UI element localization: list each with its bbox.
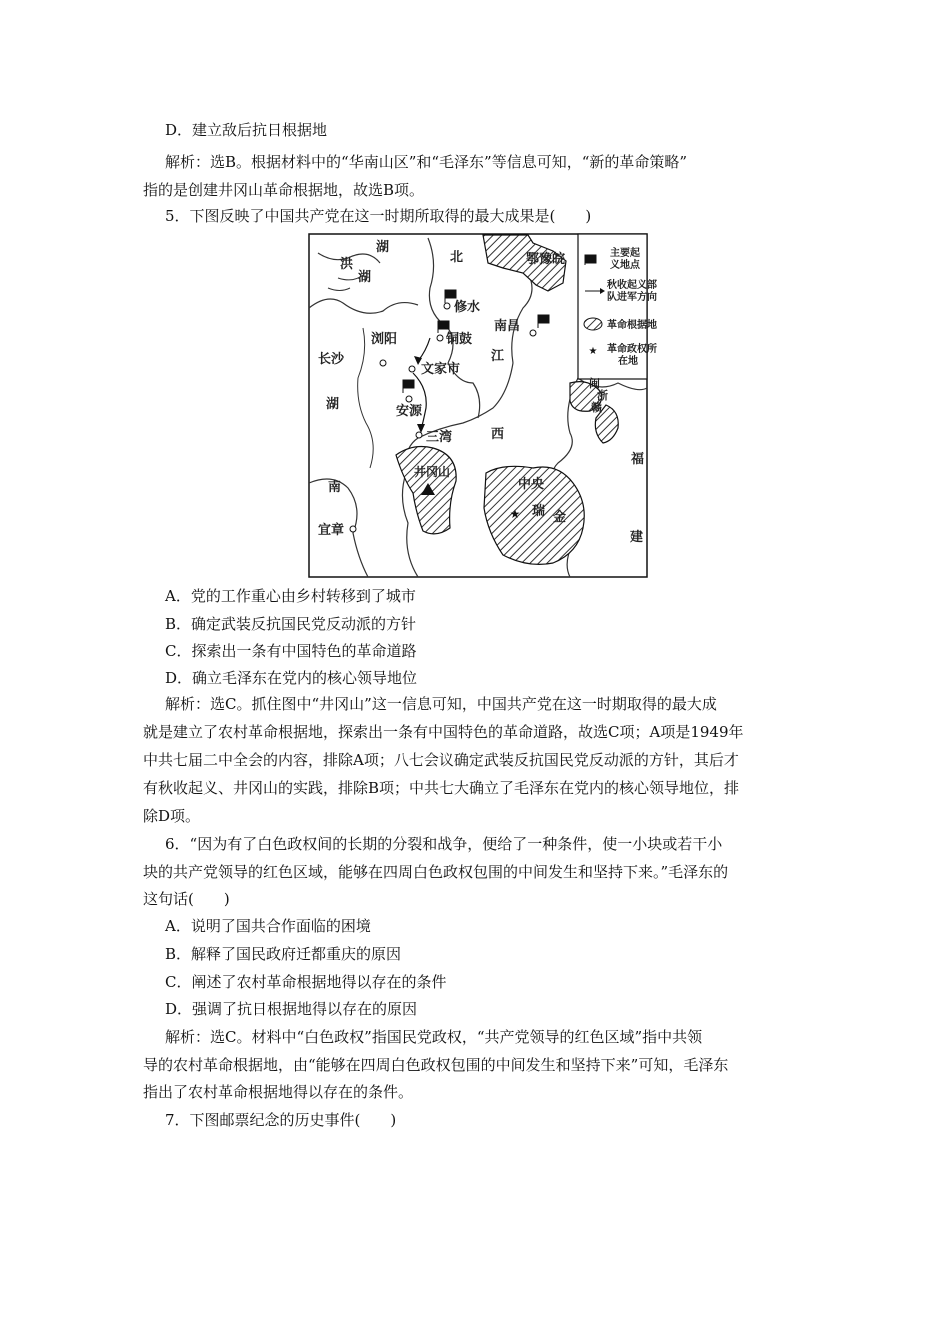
- label-anyuan: 安源: [396, 404, 423, 419]
- revolution-map: [308, 233, 657, 578]
- q5-analysis-line-3: 中共七届二中全会的内容，排除A项；八七会议确定武装反抗国民党反动派的方针，其后才: [143, 751, 739, 769]
- q5-option-d: D．确立毛泽东在党内的核心领导地位: [165, 669, 418, 687]
- legend-base: 革命根据地: [607, 320, 657, 331]
- label-jinggangshan: 井冈山: [414, 465, 451, 479]
- legend-march-2: 队进军方向: [607, 292, 657, 303]
- star-icon: ★: [588, 346, 598, 357]
- q6-stem-line-2: 块的共产党领导的红色区域，能够在四周白色政权包围的中间发生和坚持下来。”毛泽东的: [143, 863, 729, 881]
- legend-march-1: 秋收起义部: [607, 280, 657, 291]
- label-min: 闽: [589, 377, 600, 390]
- q6-analysis-line-1: 解析：选C。材料中“白色政权”指国民党政权，“共产党领导的红色区域”指中共领: [165, 1028, 703, 1046]
- label-tonggu: 铜鼓: [446, 332, 473, 347]
- label-wenjiashi: 文家市: [421, 362, 461, 377]
- q5-option-c: C．探索出一条有中国特色的革命道路: [165, 642, 417, 660]
- label-changsha: 长沙: [318, 352, 345, 367]
- label-nan: 南: [328, 480, 342, 495]
- q6-option-c: C．阐述了农村革命根据地得以存在的条件: [165, 973, 447, 991]
- label-yizhang: 宜章: [318, 523, 345, 538]
- q6-option-b: B．解释了国民政府迁都重庆的原因: [165, 945, 402, 963]
- label-jian: 建: [630, 530, 644, 545]
- city-marker: [444, 303, 450, 309]
- hatch-swatch-icon: [584, 318, 602, 330]
- q5-option-b: B．确定武装反抗国民党反动派的方针: [165, 615, 417, 633]
- label-sanwan: 三湾: [426, 430, 453, 445]
- q6-analysis-line-3: 指出了农村革命根据地得以存在的条件。: [143, 1083, 414, 1101]
- city-marker: [380, 360, 386, 366]
- q5-analysis-line-1: 解析：选C。抓住图中“井冈山”这一信息可知，中国共产党在这一时期取得的最大成: [165, 695, 717, 713]
- q5-option-a: A．党的工作重心由乡村转移到了城市: [165, 587, 416, 605]
- q5-stem: 5．下图反映了中国共产党在这一时期所取得的最大成果是( ): [165, 207, 592, 225]
- q5-analysis-line-5: 除D项。: [143, 807, 201, 825]
- label-hu: 湖: [376, 240, 390, 255]
- label-gan: 赣: [591, 401, 602, 414]
- city-marker: [530, 330, 536, 336]
- city-marker: [416, 432, 422, 438]
- label-fu: 福: [631, 452, 645, 467]
- city-marker: [406, 396, 412, 402]
- label-nanchang: 南昌: [494, 319, 521, 334]
- city-marker: [350, 526, 356, 532]
- label-bei: 北: [450, 250, 464, 265]
- label-liuyang: 浏阳: [371, 332, 398, 347]
- q4-analysis-line-2: 指的是创建井冈山革命根据地，故选B项。: [143, 181, 425, 199]
- q6-option-a: A．说明了国共合作面临的困境: [165, 917, 371, 935]
- q4-analysis-line-1: 解析：选B。根据材料中的“华南山区”和“毛泽东”等信息可知，“新的革命策略”: [165, 153, 688, 171]
- legend-uprising-1: 主要起: [610, 248, 640, 259]
- flag-icon: [585, 255, 596, 265]
- star-icon: ★: [509, 507, 521, 521]
- label-xi: 西: [491, 427, 505, 442]
- city-marker: [409, 366, 415, 372]
- legend-uprising-2: 义地点: [610, 260, 640, 271]
- q6-option-d: D．强调了抗日根据地得以存在的原因: [165, 1000, 418, 1018]
- q6-stem-line-3: 这句话( ): [143, 890, 230, 908]
- q5-analysis-line-2: 就是建立了农村革命根据地，探索出一条有中国特色的革命道路，故选C项；A项是1949年: [143, 723, 744, 741]
- q7-stem: 7．下图邮票纪念的历史事件( ): [165, 1111, 397, 1129]
- label-zhongyang: 中央: [518, 477, 545, 492]
- q4-option-d: D．建立敌后抗日根据地: [165, 121, 328, 139]
- label-xiushui: 修水: [454, 300, 481, 315]
- q6-analysis-line-2: 导的农村革命根据地，由“能够在四周白色政权包围的中间发生和坚持下来”可知，毛泽东: [143, 1056, 729, 1074]
- label-jin: 金: [553, 510, 567, 525]
- label-hu3: 湖: [326, 397, 340, 412]
- label-hu2: 湖: [358, 270, 372, 285]
- city-marker: [437, 335, 443, 341]
- legend-gov-2: 在地: [618, 356, 638, 367]
- legend-gov-1: 革命政权所: [607, 344, 657, 355]
- q6-stem-line-1: 6．“因为有了白色政权间的长期的分裂和战争，便给了一种条件，使一小块或若干小: [165, 835, 723, 853]
- q5-analysis-line-4: 有秋收起义、井冈山的实践，排除B项；中共七大确立了毛泽东在党内的核心领导地位，排: [143, 779, 740, 797]
- label-zhe: 浙: [597, 389, 608, 402]
- label-rui: 瑞: [532, 504, 546, 519]
- label-eyuwan: 鄂豫皖: [526, 252, 566, 267]
- label-hong: 洪: [340, 257, 354, 272]
- label-jiang: 江: [491, 349, 505, 364]
